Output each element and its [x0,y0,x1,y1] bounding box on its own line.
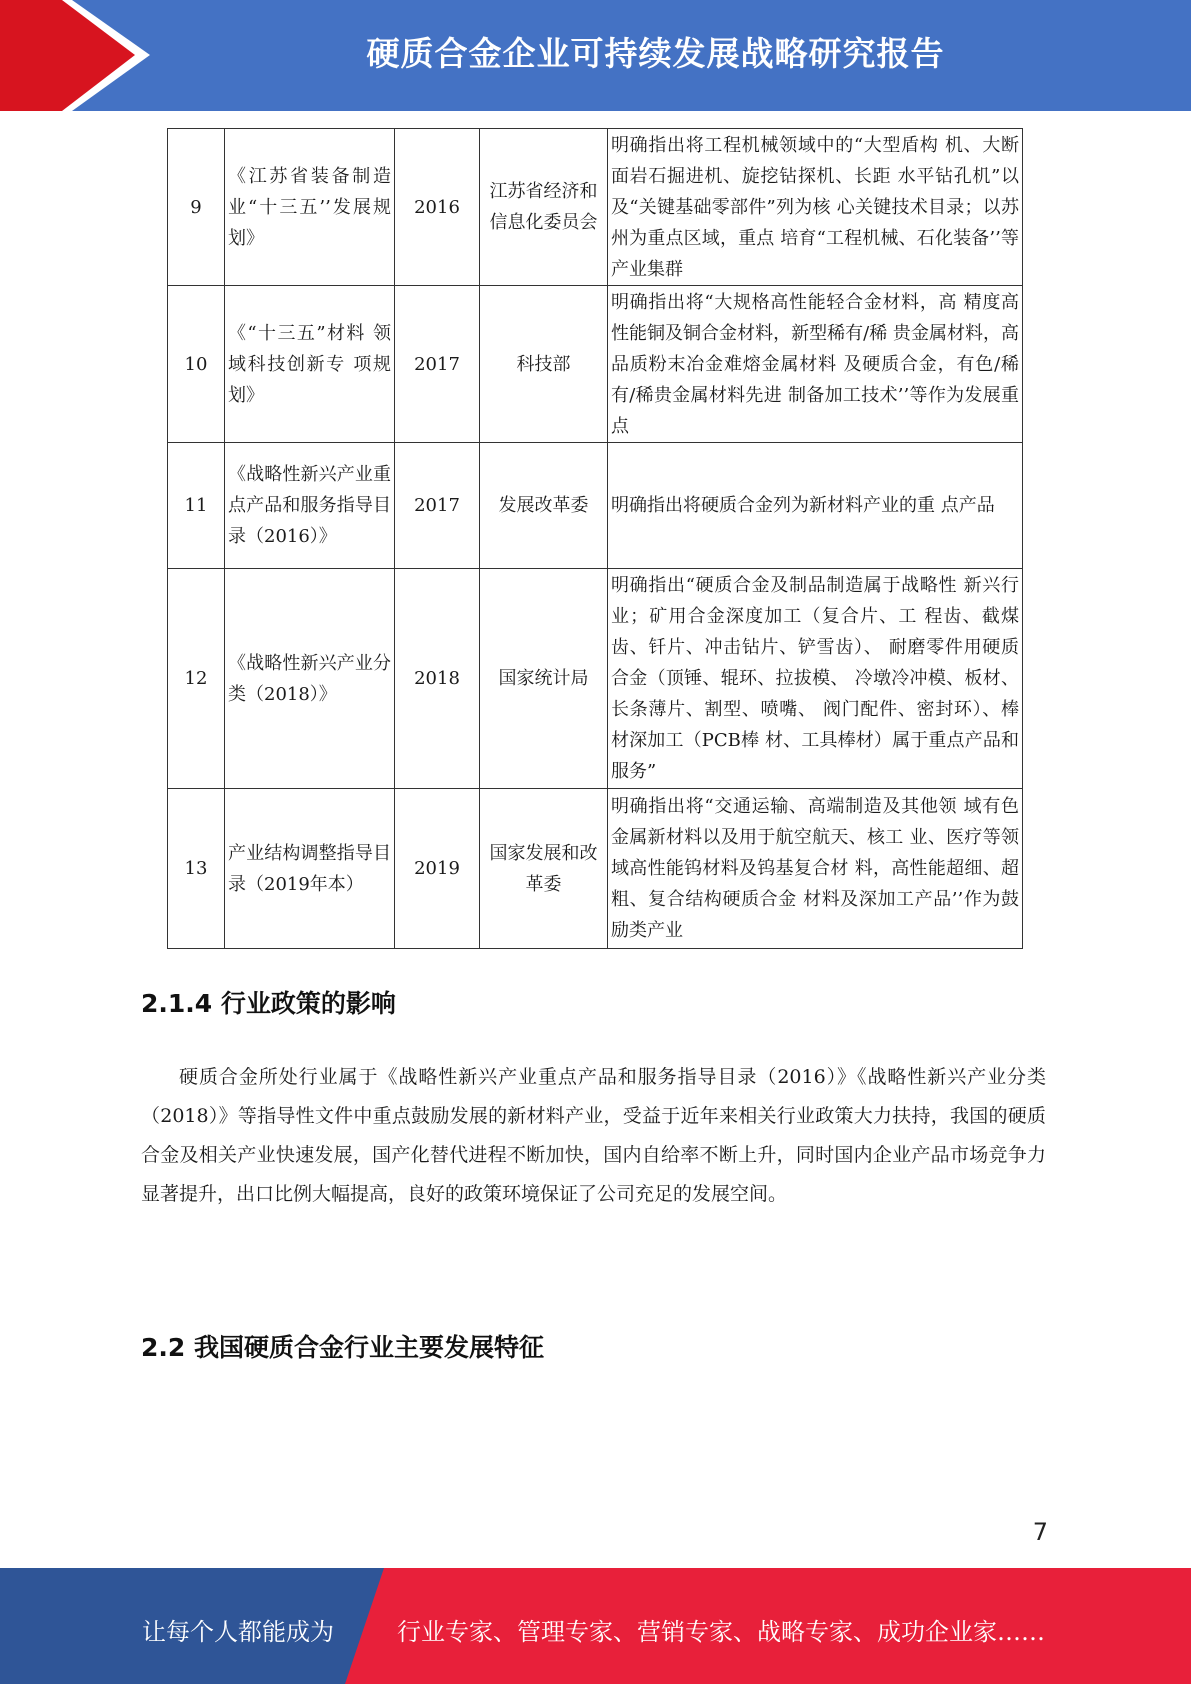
cell-year: 2017 [395,286,480,443]
cell-department: 发展改革委 [480,443,608,569]
table-row [168,129,1023,286]
cell-year: 2018 [395,569,480,789]
cell-number: 11 [168,443,225,569]
footer-slogan-right: 行业专家、管理专家、营销专家、战略专家、成功企业家…… [397,1618,1045,1646]
cell-policy-name: 《战略性新兴产业分类（2018）》 [225,569,395,789]
cell-department: 国家统计局 [480,569,608,789]
cell-description: 明确指出将工程机械领域中的“大型盾构 机、大断面岩石掘进机、旋挖钻探机、长距 水平钻孔机”以及“关键基础零部件”列为核 心关键技术目录；以苏州为重点区域，重点 培育“工程机械、石化装备’’等产业集群 [608,129,1023,286]
cell-policy-name: 《战略性新兴产业重点产品和服务指导目录（2016）》 [225,443,395,569]
cell-policy-name: 《“十三五”材料 领域科技创新专 项规划》 [225,286,395,443]
cell-policy-name: 产业结构调整指导目录（2019年本） [225,789,395,949]
section-heading-2-2: 2.2 我国硬质合金行业主要发展特征 [141,1333,544,1362]
cell-description: 明确指出将“大规格高性能轻合金材料，高 精度高性能铜及铜合金材料，新型稀有/稀 贵金属材料，高品质粉末冶金难熔金属材料 及硬质合金，有色/稀有/稀贵金属材料先进 制备加工技术’’等作为发展重点 [608,286,1023,443]
cell-year: 2019 [395,789,480,949]
cell-description: 明确指出将硬质合金列为新材料产业的重 点产品 [608,443,1023,569]
cell-department: 科技部 [480,286,608,443]
cell-department: 国家发展和改革委 [480,789,608,949]
table-row [168,443,1023,569]
cell-description: 明确指出“硬质合金及制品制造属于战略性 新兴行业；矿用合金深度加工（复合片、工 程齿、截煤齿、钎片、冲击钻片、铲雪齿）、 耐磨零件用硬质合金（顶锤、辊环、拉拔模、 冷墩冷冲模、板材、长条薄片、割型、喷嘴、 阀门配件、密封环）、棒材深加工（PCB棒 材、工具棒材）属于重点产品和服务” [608,569,1023,789]
table-row [168,286,1023,443]
table-row [168,789,1023,949]
table-row [168,569,1023,789]
page-header [0,0,1191,111]
page-number: 7 [1032,1518,1048,1546]
cell-number: 13 [168,789,225,949]
cell-number: 10 [168,286,225,443]
cell-description: 明确指出将“交通运输、高端制造及其他领 域有色金属新材料以及用于航空航天、核工 业、医疗等领域高性能钨材料及钨基复合材 料，高性能超细、超粗、复合结构硬质合金 材料及深加工产品’’作为鼓励类产业 [608,789,1023,949]
document-title: 硬质合金企业可持续发展战略研究报告 [366,34,945,73]
cell-policy-name: 《江苏省装备制造业“十三五’’发展规划》 [225,129,395,286]
policy-table [167,128,1023,949]
cell-department: 江苏省经济和信息化委员会 [480,129,608,286]
body-paragraph: 硬质合金所处行业属于《战略性新兴产业重点产品和服务指导目录（2016）》《战略性新兴产业分类（2018）》等指导性文件中重点鼓励发展的新材料产业，受益于近年来相关行业政策大力扶持，我国的硬质合金及相关产业快速发展，国产化替代进程不断加快，国内自给率不断上升，同时国内企业产品市场竞争力显著提升，出口比例大幅提高，良好的政策环境保证了公司充足的发展空间。 [141,1066,1046,1205]
footer-slogan-left: 让每个人都能成为 [142,1618,334,1646]
cell-year: 2017 [395,443,480,569]
section-heading-2-1-4: 2.1.4 行业政策的影响 [141,989,396,1018]
page-footer [0,1568,1191,1684]
cell-year: 2016 [395,129,480,286]
cell-number: 12 [168,569,225,789]
cell-number: 9 [168,129,225,286]
